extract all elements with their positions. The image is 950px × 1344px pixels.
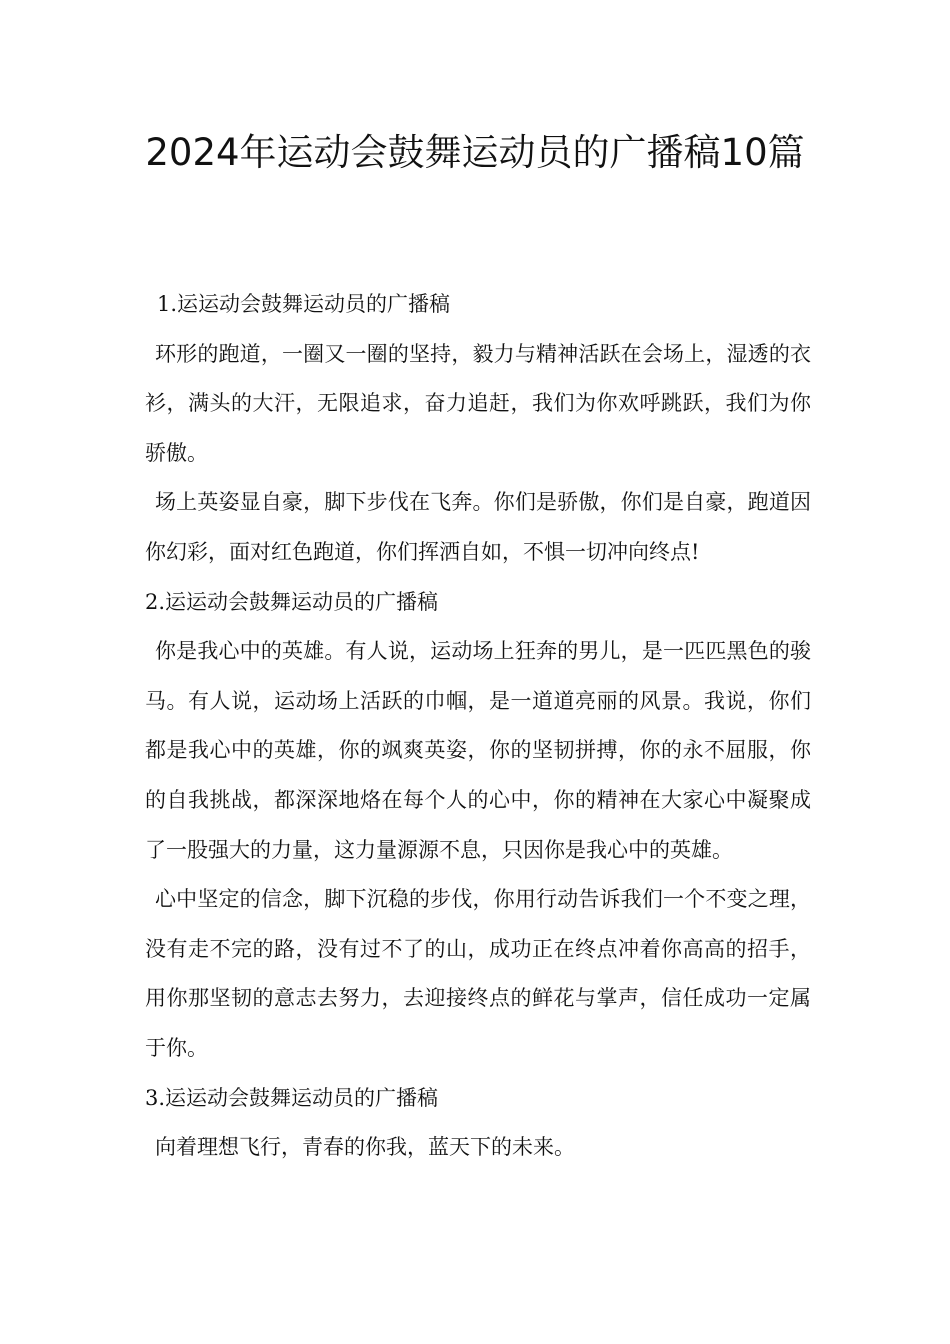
section-heading-1: 1.运运动会鼓舞运动员的广播稿 — [157, 292, 451, 316]
section-heading-3: 3.运运动会鼓舞运动员的广播稿 — [145, 1085, 439, 1110]
document-title: 2024年运动会鼓舞运动员的广播稿10篇 — [145, 131, 805, 174]
paragraph-3-1: 向着理想飞行，青春的你我，蓝天下的未来。 — [155, 1135, 575, 1160]
paragraph-2-1: 你是我心中的英雄。有人说，运动场上狂奔的男儿，是一匹匹黑色的骏马。有人说，运动场上活跃的巾帼，是一道道亮丽的风景。我说，你们都是我心中的英雄，你的飒爽英姿，你的坚韧拼搏，你的永不屈服，你的自我挑战，都深深地烙在每个人的心中，你的精神在大家心中凝聚成了一股强大的力量，这力量源源不息，只因你是我心中的英雄。 — [145, 639, 811, 862]
paragraph-1-1: 环形的跑道，一圈又一圈的坚持，毅力与精神活跃在会场上，湿透的衣衫，满头的大汗，无限追求，奋力追赶，我们为你欢呼跳跃，我们为你骄傲。 — [145, 341, 811, 465]
paragraph-1-2: 场上英姿显自豪，脚下步伐在飞奔。你们是骄傲，你们是自豪，跑道因你幻彩，面对红色跑道，你们挥洒自如，不惧一切冲向终点! — [145, 490, 811, 564]
document-body — [145, 280, 811, 1173]
section-heading-2: 2.运运动会鼓舞运动员的广播稿 — [145, 589, 439, 614]
paragraph-2-2: 心中坚定的信念，脚下沉稳的步伐，你用行动告诉我们一个不变之理，没有走不完的路，没有过不了的山，成功正在终点冲着你高高的招手，用你那坚韧的意志去努力，去迎接终点的鲜花与掌声，信任成功一定属于你。 — [145, 887, 811, 1060]
